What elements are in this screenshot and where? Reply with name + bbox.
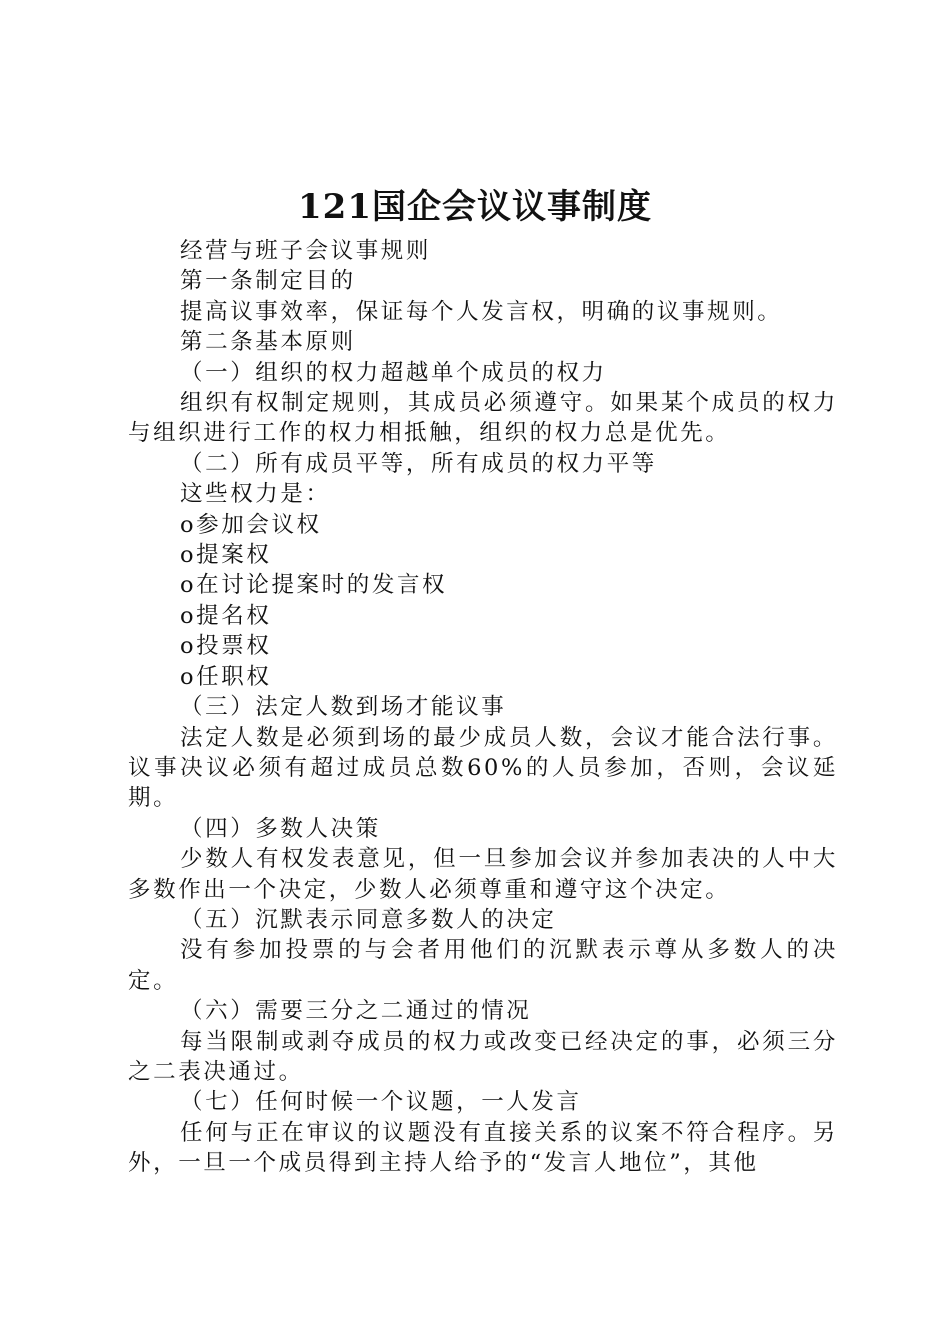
clause-heading: （七）任何时候一个议题，一人发言 [180,1089,582,1116]
paragraph: 这些权力是： [180,481,331,508]
document-title: 121国企会议议事制度 [298,187,652,227]
document-body [128,236,838,1179]
paragraph: 任何与正在审议的议题没有直接关系的议案不符合程序。另外，一旦一个成员得到主持人给予的“发言人地位”，其他 [128,1119,838,1177]
list-item: o投票权 [180,633,272,660]
clause-heading: （一）组织的权力超越单个成员的权力 [180,359,607,386]
list-item: o任职权 [180,663,272,690]
paragraph: 提高议事效率，保证每个人发言权，明确的议事规则。 [180,298,783,325]
paragraph: 没有参加投票的与会者用他们的沉默表示尊从多数人的决定。 [128,937,838,994]
paragraph: 少数人有权发表意见，但一旦参加会议并参加表决的人中大多数作出一个决定，少数人必须尊重和遵守这个决定。 [128,846,838,903]
clause-heading: （二）所有成员平等，所有成员的权力平等 [180,450,657,477]
article-heading: 第二条基本原则 [180,329,356,356]
list-item: o参加会议权 [180,511,322,538]
clause-heading: （三）法定人数到场才能议事 [180,694,507,721]
article-heading: 第一条制定目的 [180,268,356,295]
section-heading: 经营与班子会议事规则 [180,238,432,264]
paragraph: 每当限制或剥夺成员的权力或改变已经决定的事，必须三分之二表决通过。 [128,1028,838,1085]
clause-heading: （六）需要三分之二通过的情况 [180,998,532,1025]
paragraph: 法定人数是必须到场的最少成员人数，会议才能合法行事。议事决议必须有超过成员总数60%的人员参加，否则，会议延期。 [128,724,838,812]
clause-heading: （五）沉默表示同意多数人的决定 [180,906,557,933]
clause-heading: （四）多数人决策 [180,815,381,842]
paragraph: 组织有权制定规则，其成员必须遵守。如果某个成员的权力与组织进行工作的权力相抵触，组织的权力总是优先。 [128,390,838,447]
list-item: o提名权 [180,602,272,629]
list-item: o提案权 [180,542,272,569]
list-item: o在讨论提案时的发言权 [180,572,448,599]
